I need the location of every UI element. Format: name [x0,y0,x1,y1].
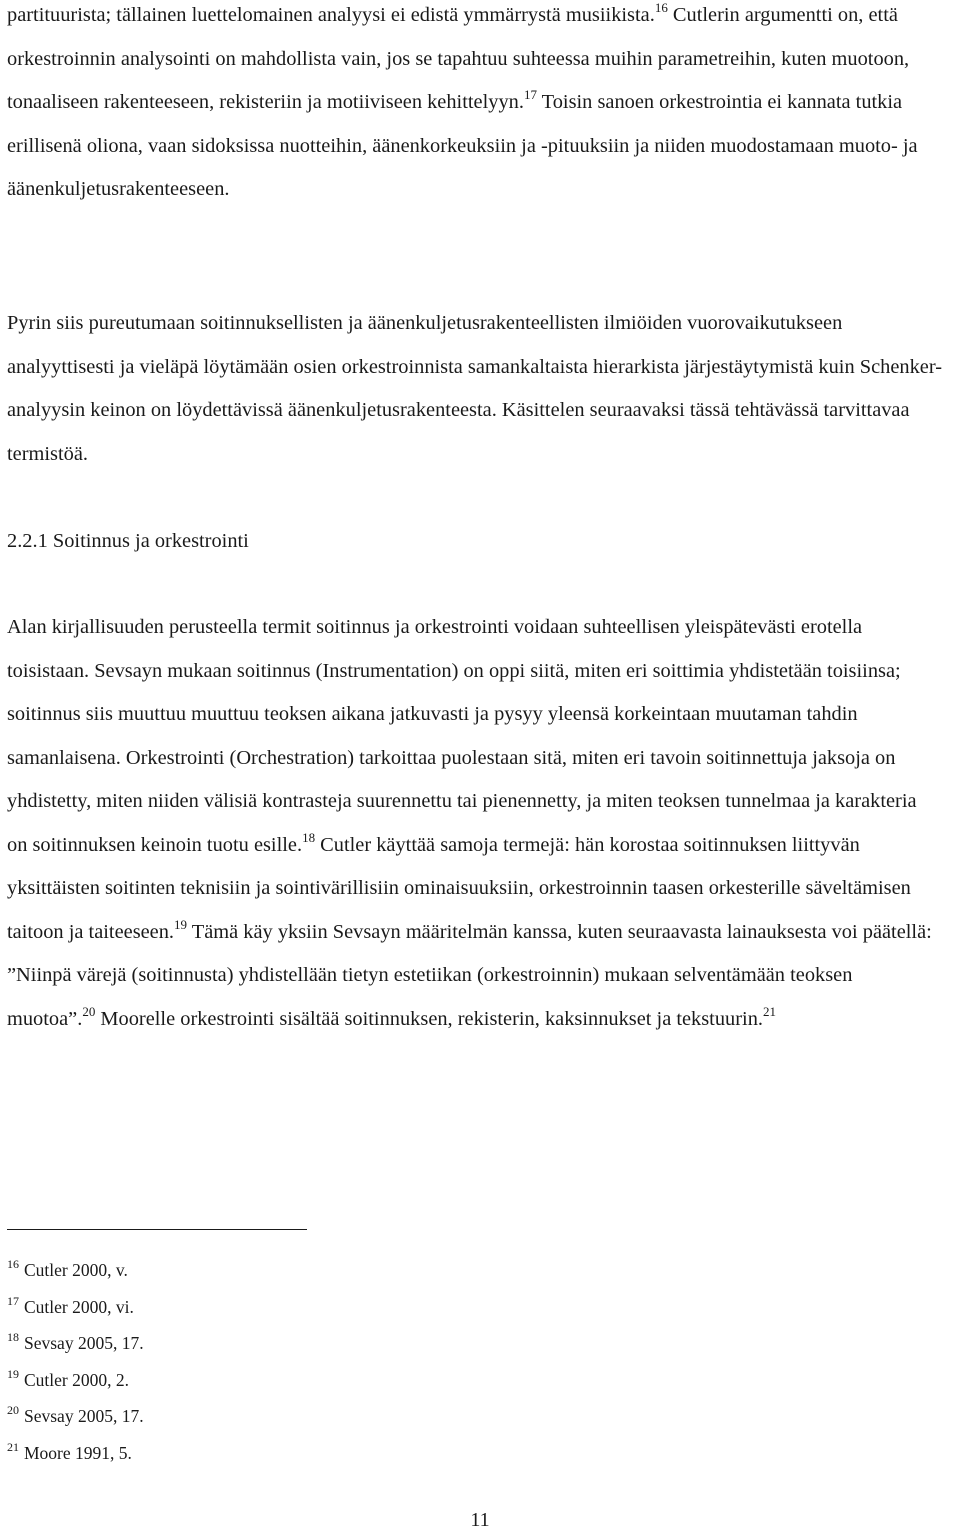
paragraph-text: Pyrin siis pureutumaan soitinnuksellisten ja äänenkuljetusrakenteellisten ilmiöiden vuorovaikutukseen analyyttisesti ja vieläpä löytämään osien orkestroinnista samankaltaista hierarkista järjestäytymistä kuin Schenker-analyysin keinon on löydettävissä äänenkuljetusrakenteesta. Käsittelen seuraavaksi tässä tehtävässä tarvittavaa termistöä. [7,312,943,465]
section-heading: 2.2.1 Soitinnus ja orkestrointi [7,530,249,552]
footnote-text: Cutler 2000, vi. [24,1296,134,1317]
footnote-number: 20 [7,1403,19,1418]
footnote-ref-19[interactable]: 19 [174,916,188,932]
footnote-number: 16 [7,1257,19,1271]
footnote-17 [7,1289,507,1326]
footnote-text: Moore 1991, 5. [24,1442,132,1463]
paragraph-text: Alan kirjallisuuden perusteella termit soitinnus ja orkestrointi voidaan suhteellisen yleispätevästi erotella toisistaan. Sevsayn mukaan soitinnus (Instrumentation) on oppi siitä, miten eri soittimia yhdistetään toisiinsa; soitinnus siis muuttuu muuttuu teoksen aikana jatkuvasti ja pysyy yleensä korkeintaan muutaman tahdin samanlaisena. Orkestrointi (Orchestration) tarkoittaa puolestaan sitä, miten eri tavoin soitinnettuja jaksoja on yhdistetty, miten niiden välisiä kontrasteja suurennettu tai pienennetty, ja miten teoksen tunnelmaa ja karakteria on soitinnuksen keinoin tuotu esille. [7,616,917,856]
footnote-list [7,1252,507,1472]
footnote-text: Sevsay 2005, 17. [24,1406,144,1427]
paragraph-text: partituurista; tällainen luettelomainen analyysi ei edistä ymmärrystä musiikista. [7,4,655,26]
footnote-ref-18[interactable]: 18 [302,829,316,845]
footnote-16 [7,1252,507,1289]
footnote-number: 19 [7,1366,19,1381]
footnote-ref-16[interactable]: 16 [654,0,668,15]
footnote-19 [7,1362,507,1399]
paragraph-text: Tämä käy yksiin Sevsayn määritelmän kanssa, kuten seuraavasta lainauksesta voi päätellä: ”Niinpä värejä (soitinnusta) yhdistellään tietyn estetiikan (orkestroinnin) mukaan selventämään teoksen muotoa”. [7,920,932,1030]
body-paragraph-1 [7,0,942,212]
footnote-number: 17 [7,1293,19,1308]
footnote-number: 18 [7,1330,19,1345]
footnote-21 [7,1435,507,1472]
footnote-text: Cutler 2000, v. [24,1260,128,1280]
footnote-20 [7,1398,507,1435]
paragraph-text: Cutler käyttää samoja termejä: hän korostaa soitinnuksen liittyvän yksittäisten soitinten teknisiin ja sointivärillisiin ominaisuuksiin, orkestroinnin taasen orkesterille säveltämisen taitoon ja taiteeseen. [7,833,911,943]
footnote-ref-20[interactable]: 20 [82,1003,96,1019]
footnote-ref-21[interactable]: 21 [763,1003,776,1019]
footnote-text: Cutler 2000, 2. [24,1369,129,1390]
body-paragraph-2 [7,302,942,476]
footnote-18 [7,1325,507,1362]
paragraph-text: Moorelle orkestrointi sisältää soitinnuksen, rekisterin, kaksinnukset ja tekstuurin. [95,1007,763,1030]
footnote-number: 21 [7,1439,19,1454]
page-number: 11 [470,1509,490,1531]
footnote-separator [7,1229,307,1230]
footnote-text: Sevsay 2005, 17. [24,1333,144,1354]
footnote-ref-17[interactable]: 17 [523,87,537,102]
body-paragraph-3 [7,606,942,1041]
paragraph-text: Toisin sanoen orkestrointia ei kannata tutkia erillisenä oliona, vaan sidoksissa nuotteihin, äänenkorkeuksiin ja -pituuksiin ja niiden muodostamaan muoto- ja äänenkuljetusrakenteeseen. [7,91,918,200]
paragraph-text: Cutlerin argumentti on, että orkestroinnin analysointi on mahdollista vain, jos se tapahtuu suhteessa muihin parametreihin, kuten muotoon, tonaaliseen rakenteeseen, rekisteriin ja motiiviseen kehittelyyn. [7,4,910,113]
